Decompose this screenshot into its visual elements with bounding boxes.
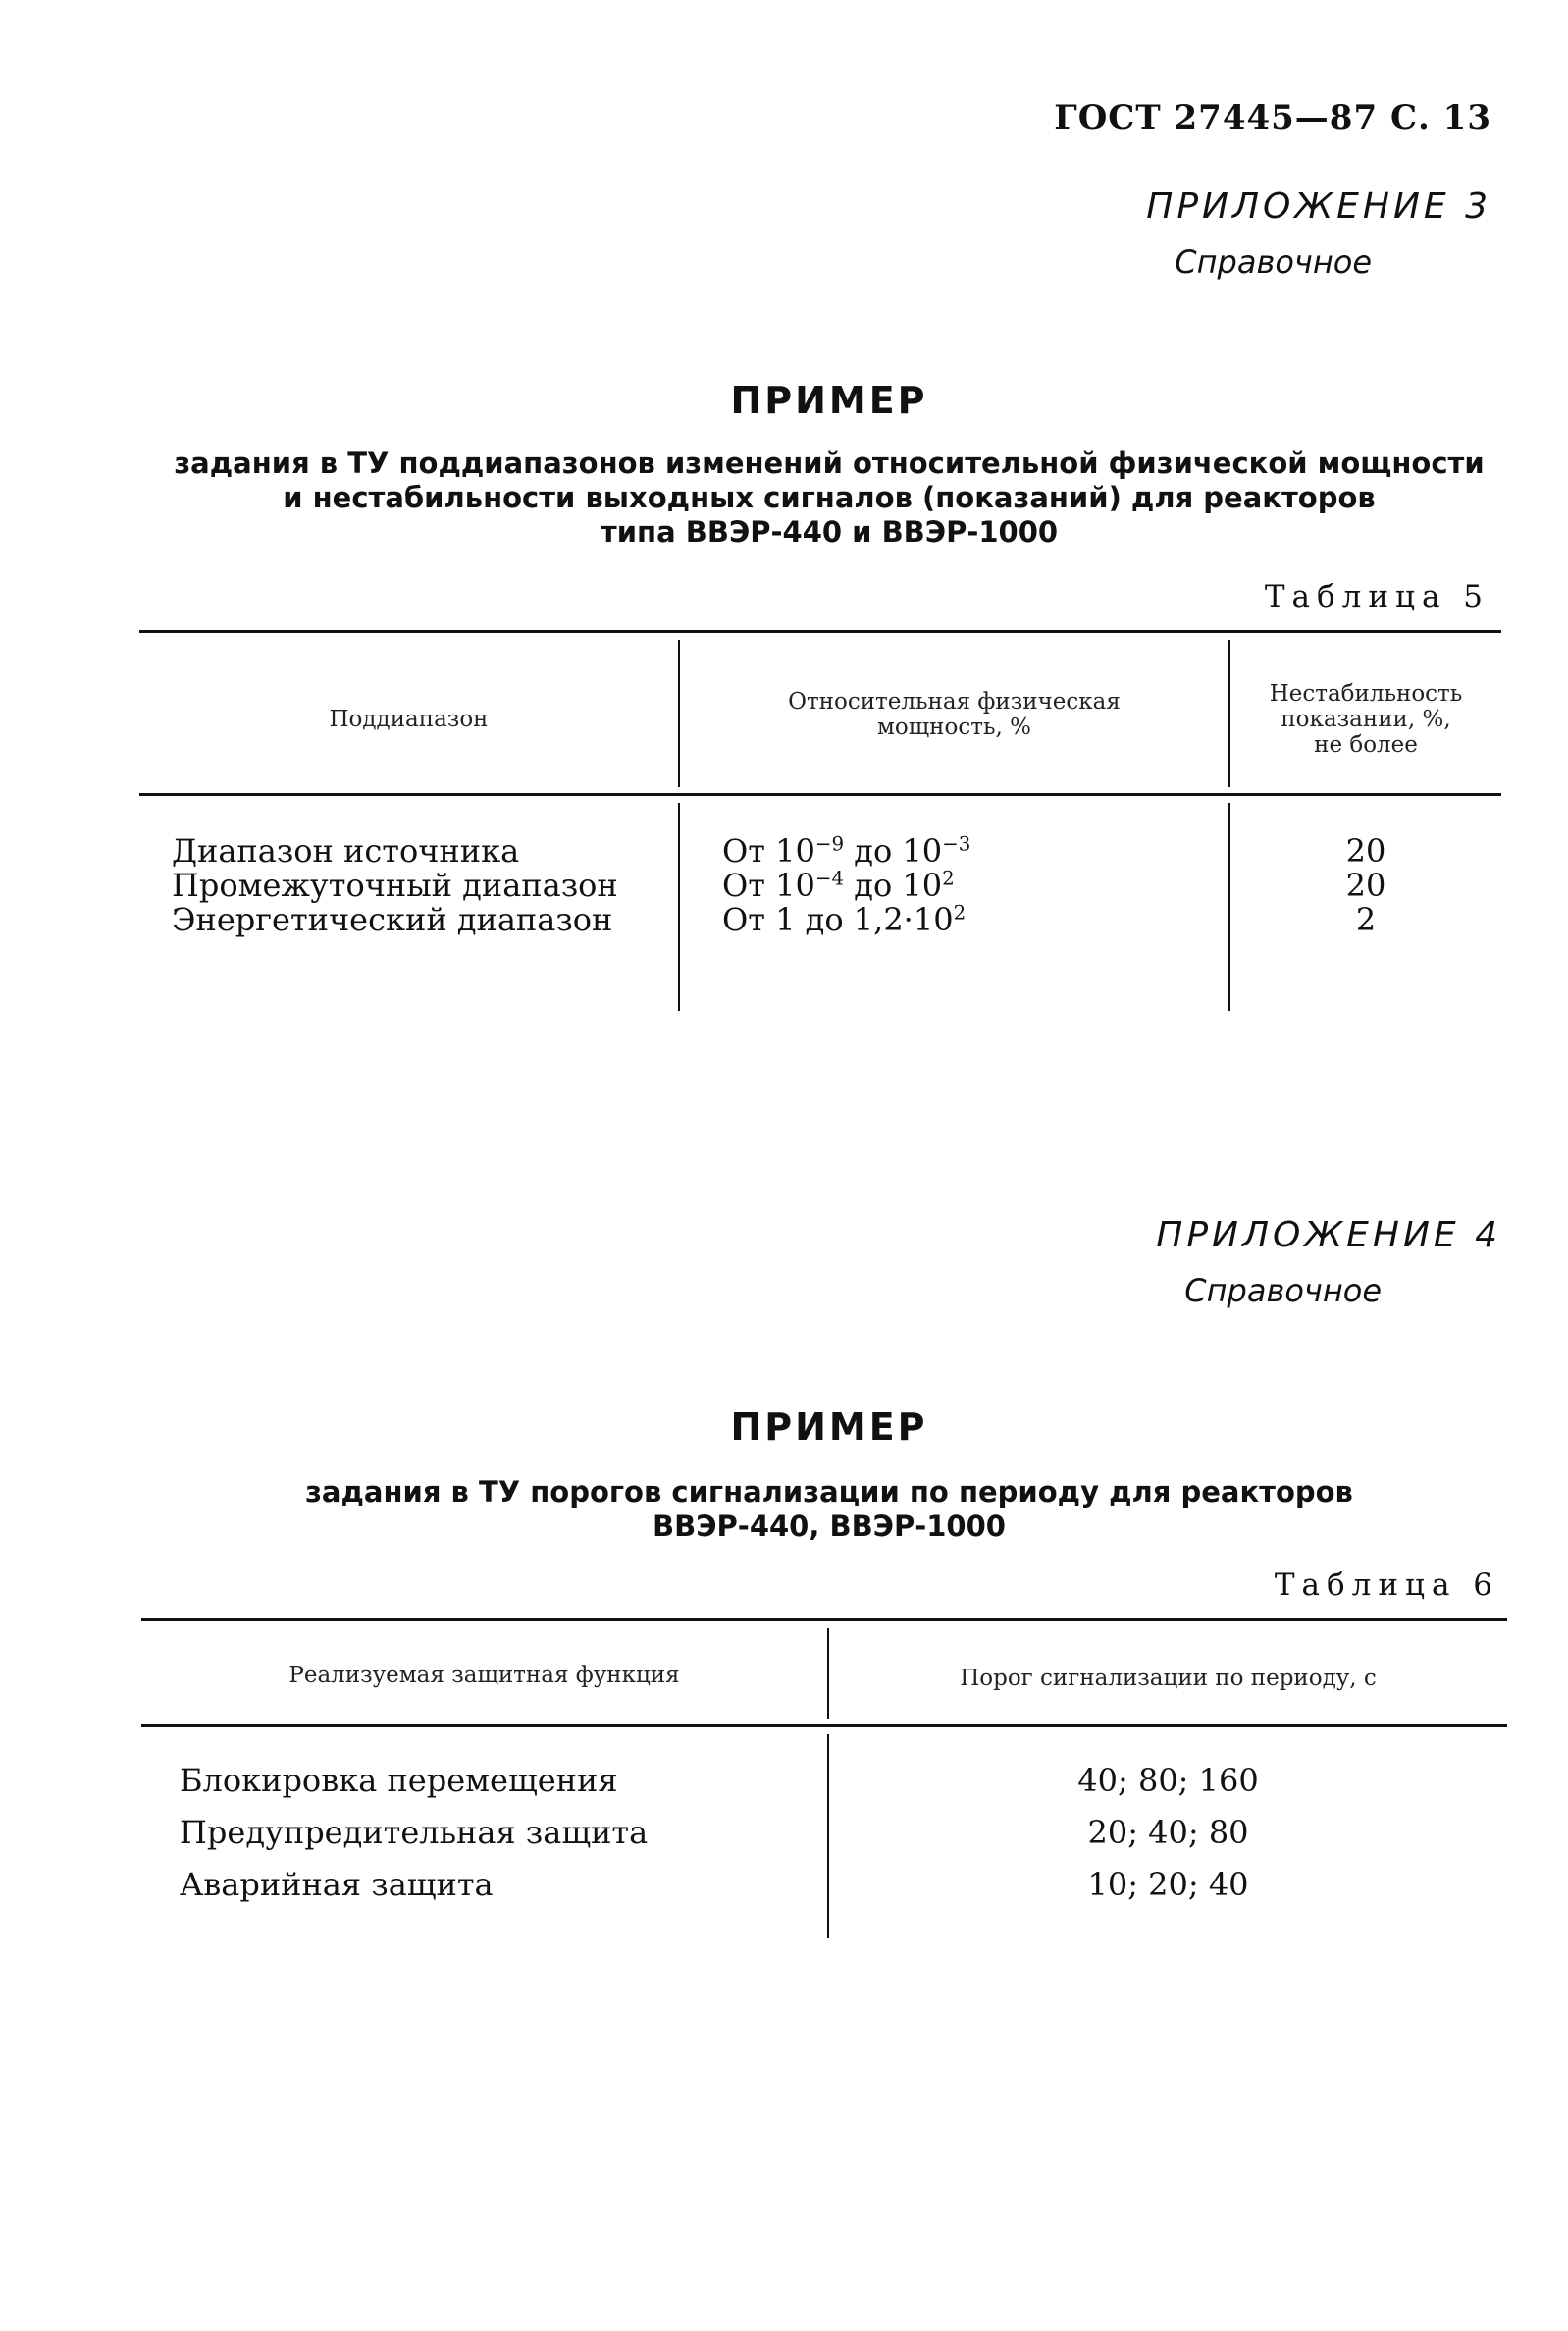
to-value: 10 bbox=[902, 832, 943, 870]
table-6-col-function bbox=[180, 1755, 648, 1911]
table-row: 2 bbox=[1355, 901, 1377, 938]
from-value: 1 bbox=[775, 901, 796, 938]
table-5-header-rule bbox=[139, 793, 1501, 796]
header-instability-line-2: показании, %, bbox=[1281, 707, 1451, 732]
to-exponent: 2 bbox=[953, 901, 967, 925]
from-exponent: −9 bbox=[814, 832, 845, 856]
table-5-header-power bbox=[680, 689, 1228, 740]
table-row: Диапазон источника bbox=[172, 832, 520, 870]
table-row: Промежуточный диапазон bbox=[172, 867, 618, 904]
from-exponent: −4 bbox=[814, 867, 845, 890]
table-5-col-instability bbox=[1230, 834, 1501, 937]
table-6-header-rule bbox=[141, 1724, 1507, 1727]
from-value: 10 bbox=[775, 832, 815, 870]
table-row: Блокировка перемещения bbox=[180, 1762, 618, 1799]
appendix-4-subtitle: Справочное bbox=[1184, 1272, 1382, 1309]
table-row: Предупредительная защита bbox=[180, 1814, 649, 1851]
table-row: 20 bbox=[1345, 867, 1386, 904]
power-cell bbox=[722, 834, 970, 869]
table-5-divider-1-body bbox=[678, 803, 680, 1011]
header-instability-line-1: Нестабильность bbox=[1269, 681, 1463, 707]
to-exponent: −3 bbox=[942, 832, 971, 856]
word-to: до bbox=[854, 867, 893, 904]
word-from: От bbox=[722, 901, 765, 938]
from-value: 10 bbox=[775, 867, 815, 904]
description-line-3: типа ВВЭР-440 и ВВЭР-1000 bbox=[600, 515, 1059, 549]
word-from: От bbox=[722, 832, 765, 870]
to-value: 1,2·10 bbox=[853, 901, 954, 938]
appendix-3-subtitle: Справочное bbox=[1175, 243, 1372, 281]
word-from: От bbox=[722, 867, 765, 904]
to-value: 10 bbox=[902, 867, 943, 904]
word-to: до bbox=[805, 901, 844, 938]
page-header: ГОСТ 27445—87 С. 13 bbox=[1054, 98, 1491, 137]
table-6-header-threshold: Порог сигнализации по периоду, с bbox=[960, 1666, 1377, 1691]
description-line-2: и нестабильности выходных сигналов (показаний) для реакторов bbox=[283, 481, 1376, 514]
table-row: 20 bbox=[1345, 832, 1386, 870]
table-row: 10; 20; 40 bbox=[1087, 1866, 1249, 1903]
table-row: Аварийная защита bbox=[180, 1866, 494, 1903]
power-cell bbox=[722, 869, 970, 903]
header-power-line-1: Относительная физическая bbox=[788, 689, 1121, 715]
table-6-top-rule bbox=[141, 1618, 1507, 1621]
header-instability-line-3: не более bbox=[1314, 732, 1418, 758]
table-5-col-power bbox=[722, 834, 970, 937]
table-5-header-range: Поддиапазон bbox=[329, 707, 489, 732]
table-6-col-threshold bbox=[829, 1755, 1507, 1911]
appendix-3-title: ПРИМЕР bbox=[730, 379, 928, 422]
appendix-3-label: ПРИЛОЖЕНИЕ 3 bbox=[1146, 186, 1491, 227]
word-to: до bbox=[854, 832, 893, 870]
to-exponent: 2 bbox=[942, 867, 955, 890]
appendix-4-title: ПРИМЕР bbox=[730, 1405, 928, 1449]
description-line-1: задания в ТУ поддиапазонов изменений относительной физической мощности bbox=[174, 447, 1485, 480]
appendix-3-description bbox=[0, 447, 1568, 550]
table-5-top-rule bbox=[139, 630, 1501, 633]
table-5-header-instability bbox=[1230, 681, 1501, 758]
appendix-4-description bbox=[0, 1475, 1568, 1544]
description-line-2: ВВЭР-440, ВВЭР-1000 bbox=[653, 1510, 1006, 1543]
power-cell bbox=[722, 903, 970, 937]
appendix-4-label: ПРИЛОЖЕНИЕ 4 bbox=[1156, 1215, 1501, 1255]
table-5-col-range bbox=[172, 834, 618, 937]
table-5-label: Таблица 5 bbox=[1264, 579, 1490, 614]
table-6-header-function: Реализуемая защитная функция bbox=[288, 1663, 680, 1688]
description-line-1: задания в ТУ порогов сигнализации по периоду для реакторов bbox=[305, 1475, 1353, 1509]
table-row: 40; 80; 160 bbox=[1077, 1762, 1259, 1799]
table-row: Энергетический диапазон bbox=[172, 901, 613, 938]
table-6-label: Таблица 6 bbox=[1274, 1567, 1499, 1603]
table-row: 20; 40; 80 bbox=[1087, 1814, 1249, 1851]
header-power-line-2: мощность, % bbox=[877, 715, 1031, 740]
